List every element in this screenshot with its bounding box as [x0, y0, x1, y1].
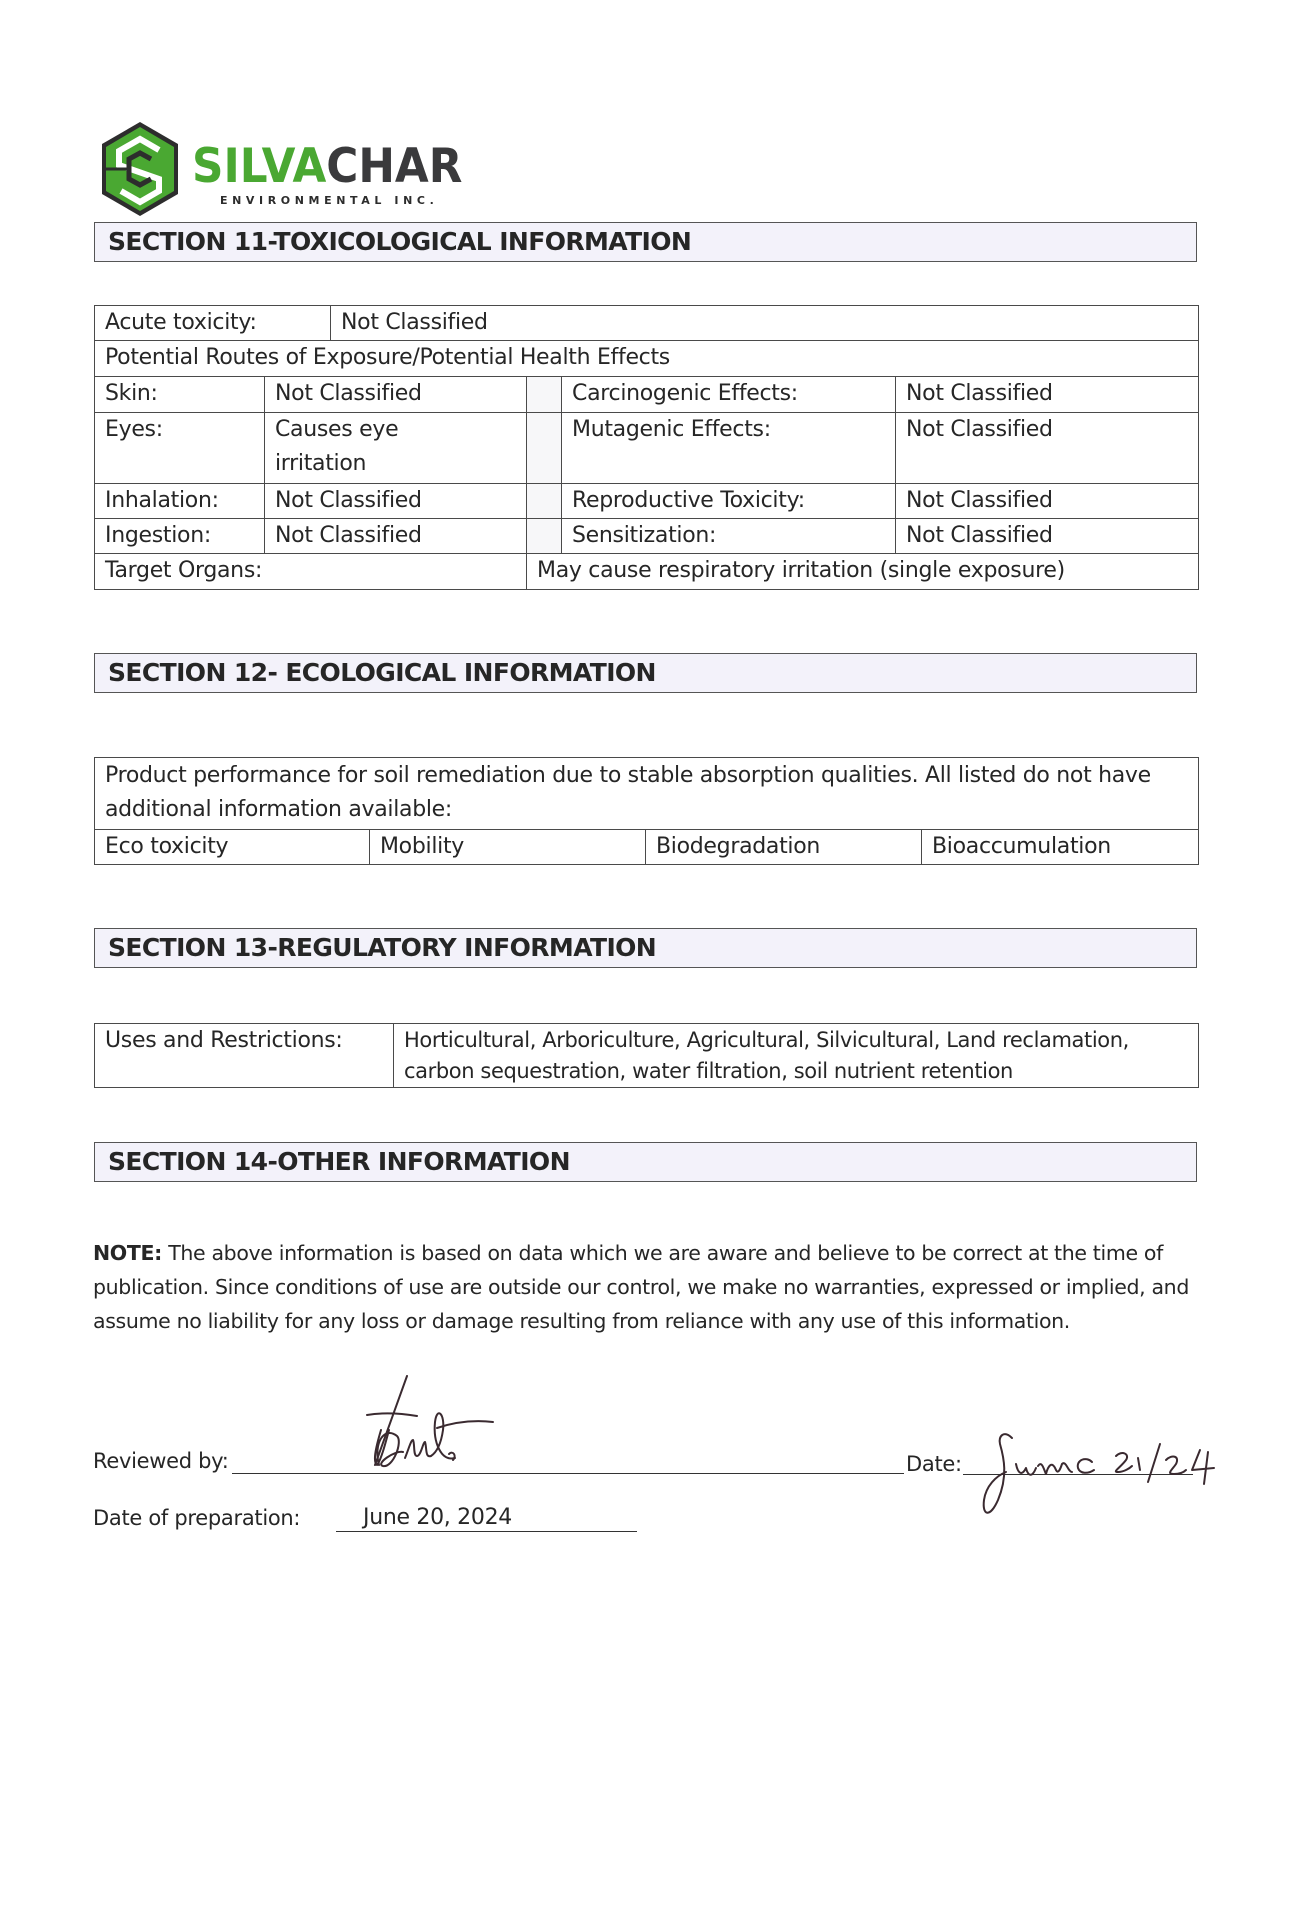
date-of-preparation-line	[336, 1531, 637, 1532]
table-row	[95, 484, 1199, 519]
brand-tagline: ENVIRONMENTAL INC.	[220, 194, 439, 207]
table-row	[95, 377, 1199, 413]
bioaccumulation-cell: Bioaccumulation	[922, 830, 1199, 865]
note-label: NOTE:	[93, 1241, 163, 1265]
row-label-2: Reproductive Toxicity:	[562, 484, 896, 519]
date-of-preparation-value: June 20, 2024	[363, 1505, 512, 1530]
routes-heading: Potential Routes of Exposure/Potential Health Effects	[95, 341, 1199, 377]
target-organs-value: May cause respiratory irritation (single exposure)	[527, 554, 1199, 590]
row-label-2: Carcinogenic Effects:	[562, 377, 896, 413]
row-value: Not Classified	[265, 377, 527, 413]
brand-name-silva: SILVA	[192, 139, 327, 194]
uses-restrictions-value: Horticultural, Arboriculture, Agricultural, Silvicultural, Land reclamation, carbon sequestration, water filtration, soil nutrient retention	[394, 1024, 1199, 1088]
target-organs-label: Target Organs:	[95, 554, 527, 590]
uses-restrictions-row	[95, 1024, 1199, 1088]
silvachar-logo-icon	[99, 120, 181, 218]
row-label-2: Mutagenic Effects:	[562, 413, 896, 484]
date-label: Date:	[906, 1452, 962, 1476]
routes-heading-row	[95, 341, 1199, 377]
reviewed-by-label: Reviewed by:	[93, 1449, 229, 1473]
row-value: Not Classified	[265, 484, 527, 519]
reviewer-signature	[345, 1370, 525, 1480]
ecological-table	[94, 757, 1199, 865]
reviewed-by-line	[232, 1473, 904, 1474]
handwritten-date	[960, 1420, 1250, 1520]
row-label: Eyes:	[95, 413, 265, 484]
section-11-header: SECTION 11-TOXICOLOGICAL INFORMATION	[94, 222, 1197, 262]
row-label: Ingestion:	[95, 519, 265, 554]
acute-toxicity-label: Acute toxicity:	[95, 306, 331, 341]
target-organs-row	[95, 554, 1199, 590]
row-value: Not Classified	[265, 519, 527, 554]
eco-toxicity-cell: Eco toxicity	[95, 830, 370, 865]
row-label-2: Sensitization:	[562, 519, 896, 554]
row-value-2: Not Classified	[896, 519, 1199, 554]
regulatory-table	[94, 1023, 1199, 1088]
row-value-2: Not Classified	[896, 484, 1199, 519]
ecological-description-row	[95, 758, 1199, 830]
uses-restrictions-label: Uses and Restrictions:	[95, 1024, 394, 1088]
ecological-description: Product performance for soil remediation due to stable absorption qualities. All listed do not have additional information available:	[95, 758, 1199, 830]
section-13-header: SECTION 13-REGULATORY INFORMATION	[94, 928, 1197, 968]
row-value: Causes eye irritation	[265, 413, 527, 484]
biodegradation-cell: Biodegradation	[646, 830, 922, 865]
mobility-cell: Mobility	[370, 830, 646, 865]
brand-wordmark	[192, 140, 462, 194]
table-row	[95, 413, 1199, 484]
row-label: Skin:	[95, 377, 265, 413]
ecological-items-row	[95, 830, 1199, 865]
row-value-2: Not Classified	[896, 377, 1199, 413]
table-row	[95, 519, 1199, 554]
row-value-2: Not Classified	[896, 413, 1199, 484]
disclaimer-note	[93, 1236, 1203, 1338]
brand-name-char: CHAR	[326, 139, 463, 194]
spacer-cell	[527, 377, 562, 413]
section-12-header: SECTION 12- ECOLOGICAL INFORMATION	[94, 653, 1197, 693]
toxicology-table	[94, 305, 1199, 590]
spacer-cell	[527, 413, 562, 484]
note-text: The above information is based on data which we are aware and believe to be correct at the time of publication. Since conditions of use are outside our control, we make no warranties, expressed or implied, and assume no liability for any loss or damage resulting from reliance with any use of this information.	[93, 1241, 1189, 1333]
spacer-cell	[527, 484, 562, 519]
row-label: Inhalation:	[95, 484, 265, 519]
acute-toxicity-value: Not Classified	[331, 306, 1199, 341]
acute-toxicity-row	[95, 306, 1199, 341]
section-14-header: SECTION 14-OTHER INFORMATION	[94, 1142, 1197, 1182]
spacer-cell	[527, 519, 562, 554]
date-of-preparation-label: Date of preparation:	[93, 1506, 301, 1530]
